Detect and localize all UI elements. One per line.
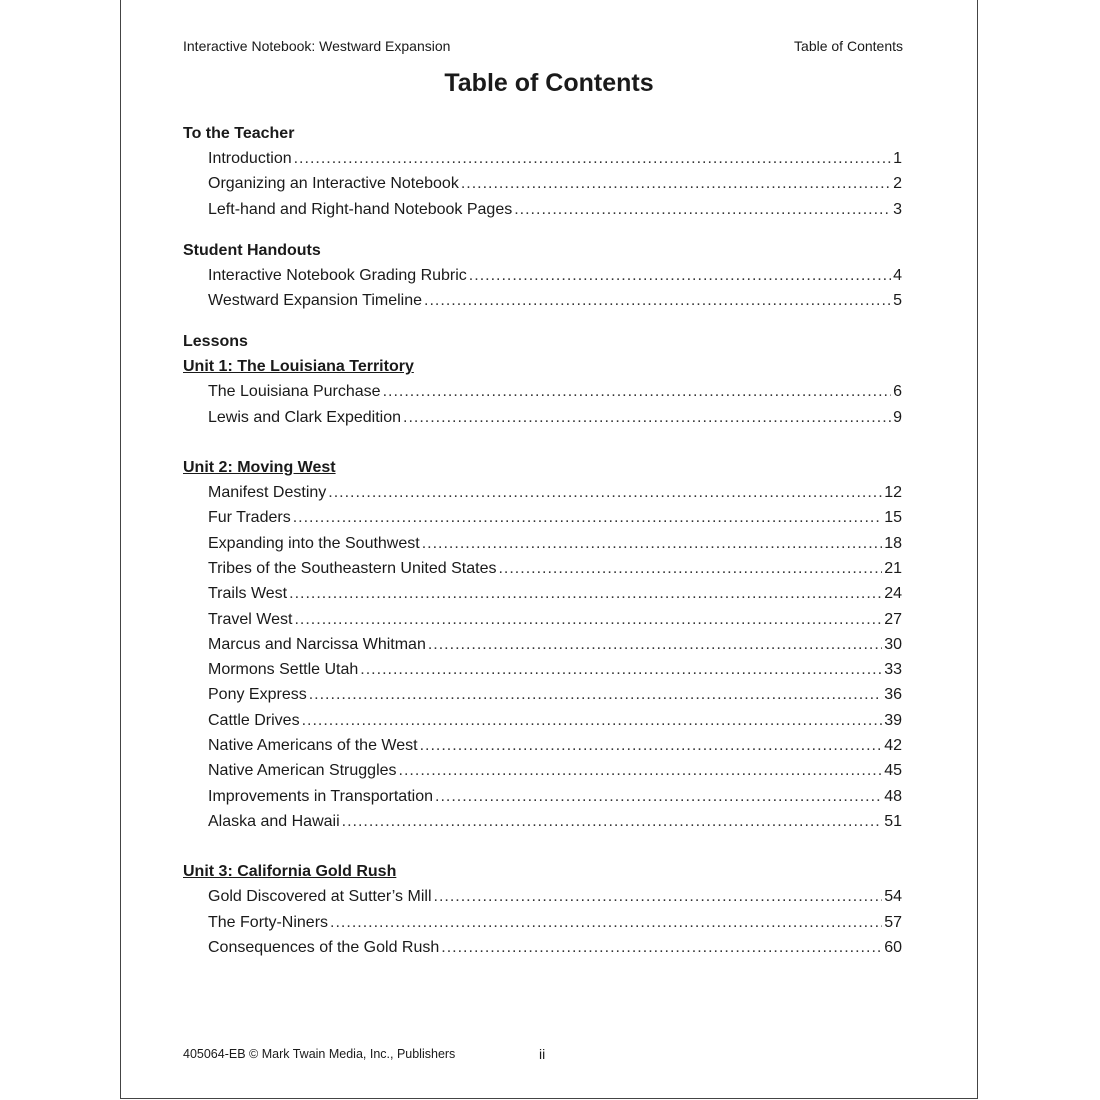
- dot-leader: [514, 197, 891, 222]
- toc-entry-page-number: 9: [893, 408, 902, 426]
- toc-entry-page-number: 33: [884, 661, 902, 679]
- toc-entry-label: Manifest Destiny: [208, 484, 327, 502]
- dot-leader: [422, 531, 883, 556]
- section-unit-3: [183, 859, 902, 960]
- dot-leader: [403, 405, 891, 430]
- section-unit-2: [183, 455, 902, 834]
- unit-heading: Unit 3: California Gold Rush: [183, 863, 397, 881]
- toc-entry-page-number: 12: [884, 484, 902, 502]
- toc-entry-label: Interactive Notebook Grading Rubric: [208, 266, 467, 284]
- toc-entry-page-number: 39: [884, 711, 902, 729]
- toc-entry-page-number: 27: [884, 610, 902, 628]
- toc-entry: [183, 910, 902, 935]
- dot-leader: [383, 379, 892, 404]
- toc-entry: [183, 607, 902, 632]
- toc-entry-page-number: 3: [893, 200, 902, 218]
- toc-entry-label: Mormons Settle Utah: [208, 661, 359, 679]
- entry-list: [183, 379, 902, 430]
- toc-entry: [183, 784, 902, 809]
- toc-entry: [183, 171, 902, 196]
- toc-entry-page-number: 1: [893, 150, 902, 167]
- running-header: [183, 38, 903, 54]
- toc-entry: [183, 531, 902, 556]
- toc-entry-label: Native American Struggles: [208, 762, 397, 780]
- toc-entry-page-number: 48: [884, 787, 902, 805]
- toc-entry-label: Left-hand and Right-hand Notebook Pages: [208, 200, 513, 218]
- toc-entry-label: Tribes of the Southeastern United States: [208, 559, 497, 577]
- toc-entry-label: Westward Expansion Timeline: [208, 292, 423, 310]
- dot-leader: [309, 682, 882, 707]
- toc-entry: [183, 935, 902, 960]
- section-heading: To the Teacher: [183, 125, 295, 142]
- toc-entry-page-number: 42: [884, 737, 902, 755]
- page-number: ii: [539, 1046, 546, 1062]
- toc-entry: [183, 657, 902, 682]
- toc-entry-label: Organizing an Interactive Notebook: [208, 175, 459, 193]
- toc-entry: [183, 632, 902, 657]
- toc-entry-page-number: 18: [884, 534, 902, 552]
- toc-entry-label: Trails West: [208, 585, 288, 603]
- toc-entry-label: Travel West: [208, 610, 293, 628]
- dot-leader: [469, 263, 891, 288]
- toc-entry-page-number: 36: [884, 686, 902, 704]
- toc-entry-label: Expanding into the Southwest: [208, 534, 420, 552]
- dot-leader: [302, 708, 883, 733]
- toc-entry-page-number: 54: [884, 888, 902, 906]
- toc-entry: [183, 758, 902, 783]
- toc-entry: [183, 682, 902, 707]
- unit-heading: Unit 2: Moving West: [183, 459, 336, 477]
- toc-entry: [183, 379, 902, 404]
- dot-leader: [461, 171, 891, 196]
- toc-entry-page-number: 45: [884, 762, 902, 780]
- toc-entry-page-number: 24: [884, 585, 902, 603]
- entry-list: [183, 146, 902, 222]
- section-heading: Student Handouts: [183, 241, 321, 259]
- document-page: [120, 0, 978, 1099]
- dot-leader: [399, 758, 883, 783]
- dot-leader: [420, 733, 883, 758]
- footer-publisher: 405064-EB © Mark Twain Media, Inc., Publishers: [183, 1047, 456, 1061]
- toc-entry-page-number: 15: [884, 509, 902, 527]
- toc-entry-page-number: 6: [893, 383, 902, 401]
- toc-entry-label: Improvements in Transportation: [208, 787, 433, 805]
- toc-entry: [183, 263, 902, 288]
- toc-entry: [183, 288, 902, 313]
- entry-list: [183, 480, 902, 834]
- toc-entry-label: Pony Express: [208, 686, 307, 704]
- toc-entry: [183, 809, 902, 834]
- toc-entry-page-number: 4: [893, 266, 902, 284]
- section-heading: Lessons: [183, 333, 248, 351]
- toc-entry: [183, 197, 902, 222]
- dot-leader: [289, 581, 882, 606]
- toc-entry: [183, 405, 902, 430]
- toc-entry-label: The Forty-Niners: [208, 913, 329, 931]
- dot-leader: [293, 505, 883, 530]
- toc-entry-label: Introduction: [208, 150, 292, 167]
- toc-entry: [183, 146, 902, 171]
- dot-leader: [342, 809, 883, 834]
- toc-entry-page-number: 57: [884, 913, 902, 931]
- toc-entry-label: Native Americans of the West: [208, 737, 418, 755]
- toc-entry-label: Lewis and Clark Expedition: [208, 408, 401, 426]
- dot-leader: [360, 657, 882, 682]
- toc-entry: [183, 884, 902, 909]
- toc-entry-page-number: 2: [893, 175, 902, 193]
- dot-leader: [428, 632, 882, 657]
- toc-entry: [183, 708, 902, 733]
- unit-heading: Unit 1: The Louisiana Territory: [183, 358, 414, 376]
- page-title: Table of Contents: [444, 69, 654, 97]
- toc-entry: [183, 556, 902, 581]
- header-section-title: Table of Contents: [794, 38, 903, 54]
- toc-entry-label: Consequences of the Gold Rush: [208, 938, 440, 956]
- toc-entry-page-number: 5: [893, 292, 902, 310]
- toc-entry-page-number: 51: [884, 812, 902, 830]
- toc-entry-page-number: 60: [884, 938, 902, 956]
- section-student-handouts: [183, 238, 902, 314]
- table-of-contents: [183, 121, 902, 976]
- dot-leader: [434, 884, 883, 909]
- toc-entry-label: Marcus and Narcissa Whitman: [208, 635, 426, 653]
- toc-entry-label: Alaska and Hawaii: [208, 812, 340, 830]
- section-to-the-teacher: [183, 121, 902, 222]
- dot-leader: [294, 146, 891, 171]
- toc-entry: [183, 505, 902, 530]
- toc-entry-label: Cattle Drives: [208, 711, 300, 729]
- toc-entry: [183, 581, 902, 606]
- toc-entry: [183, 733, 902, 758]
- header-book-title: Interactive Notebook: Westward Expansion: [183, 38, 451, 54]
- toc-entry-page-number: 30: [884, 635, 902, 653]
- toc-entry-label: Fur Traders: [208, 509, 291, 527]
- toc-entry-label: The Louisiana Purchase: [208, 383, 381, 401]
- entry-list: [183, 263, 902, 314]
- toc-entry-label: Gold Discovered at Sutter’s Mill: [208, 888, 432, 906]
- dot-leader: [330, 910, 882, 935]
- entry-list: [183, 884, 902, 960]
- dot-leader: [441, 935, 882, 960]
- dot-leader: [294, 607, 882, 632]
- toc-entry-page-number: 21: [884, 559, 902, 577]
- dot-leader: [435, 784, 882, 809]
- dot-leader: [328, 480, 882, 505]
- dot-leader: [498, 556, 882, 581]
- toc-entry: [183, 480, 902, 505]
- section-lessons-unit-1: [183, 329, 902, 430]
- dot-leader: [424, 288, 891, 313]
